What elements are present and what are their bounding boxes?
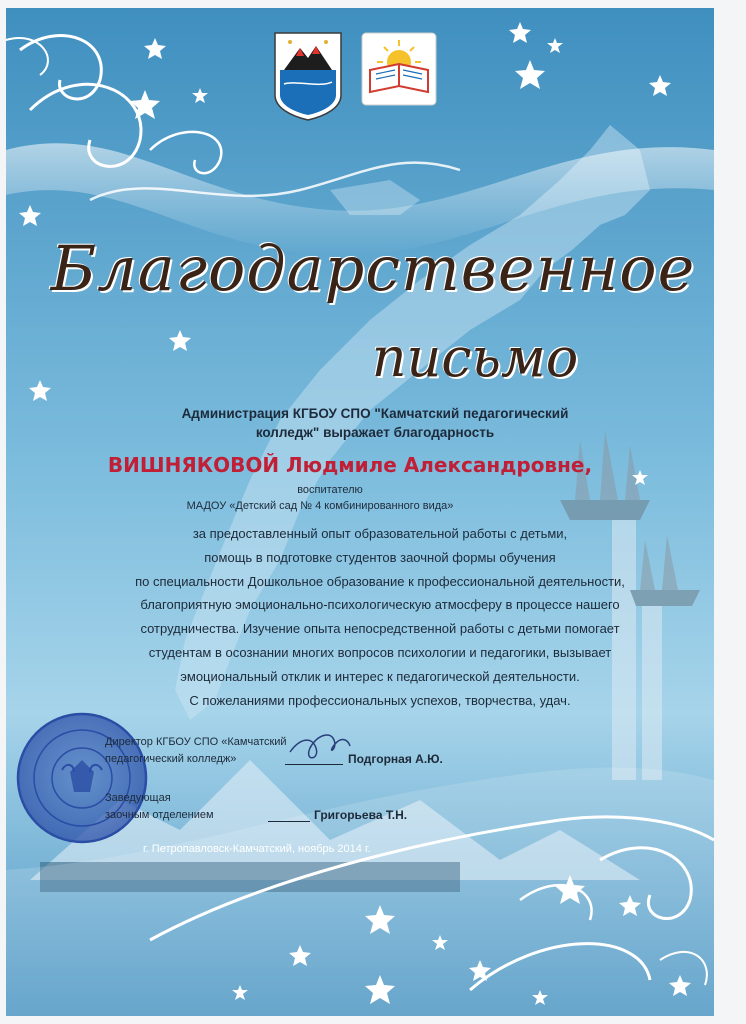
- intro-line-2: колледж" выражает благодарность: [255, 425, 495, 440]
- director-name: Подгорная А.Ю.: [348, 752, 443, 766]
- gratitude-body: [100, 522, 660, 712]
- body-line: по специальности Дошкольное образование к профессиональной деятельности,: [135, 573, 625, 589]
- director-title-line-1: Директор КГБОУ СПО «Камчатский: [105, 736, 287, 748]
- body-line: за предоставленный опыт образовательной работы с детьми,: [192, 526, 568, 541]
- intro-text: [150, 404, 600, 442]
- body-line: студентам в осознании многих вопросов психологии и педагогики, вызывает: [148, 644, 612, 660]
- city-and-date: г. Петропавловск-Камчатский, ноябрь 2014 г.: [143, 843, 371, 855]
- director-signature-line: [285, 764, 343, 765]
- body-line: благоприятную эмоционально-психологическую атмосферу в процессе нашего: [140, 597, 620, 613]
- body-line: эмоциональный отклик и интерес к педагогической деятельности.: [180, 668, 580, 684]
- body-line: сотрудничества. Изучение опыта непосредственной работы с детьми помогает: [140, 621, 620, 637]
- body-line: помощь в подготовке студентов заочной формы обучения: [204, 549, 556, 565]
- director-title-line-2: педагогический колледж»: [105, 753, 237, 765]
- intro-line-1: Администрация КГБОУ СПО "Камчатский педагогический: [181, 406, 569, 421]
- recipient-organization: МАДОУ «Детский сад № 4 комбинированного вида»: [186, 500, 454, 512]
- head-signature-line: [268, 821, 310, 822]
- head-title-line-2: заочным отделением: [105, 809, 214, 821]
- recipient-role: воспитателю: [297, 484, 363, 496]
- head-name: Григорьева Т.Н.: [314, 808, 408, 822]
- recipient-name: ВИШНЯКОВОЙ Людмиле Александровне,: [107, 453, 593, 477]
- head-title-line-1: Заведующая: [105, 792, 171, 804]
- college-logo: [362, 33, 436, 105]
- certificate-title-word-2: письмо: [371, 326, 579, 389]
- body-line: С пожеланиями профессиональных успехов, творчества, удач.: [189, 692, 571, 708]
- certificate-title: Благодарственное: [50, 232, 696, 305]
- director-title: [105, 734, 287, 768]
- head-title: [105, 790, 214, 824]
- kamchatka-coat-of-arms: [275, 33, 341, 120]
